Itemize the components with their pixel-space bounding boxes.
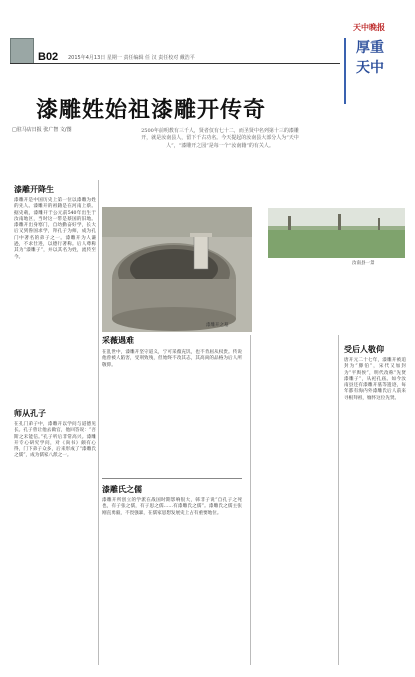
column-divider-1 bbox=[98, 180, 99, 665]
section-label-line-2: 天中 bbox=[356, 60, 384, 76]
article-intro: 2500年前明教有三千人，贤者仅有七十二，而圣贤中名列第十三的漆雕开，就是汝南县人，留下千古功名。今天提起的汝南县大部分人为“天中人”，“漆雕开之园”是每一个“汝南籍”的有关人。 bbox=[141, 128, 299, 149]
field-photo bbox=[268, 208, 405, 258]
newspaper-logo-icon bbox=[10, 38, 34, 64]
section-text-confucius: 在孔门弟子中，漆雕开以学问与道德见长。孔子曾让他去做官，他回答说：“吾斯之未能信。”孔子听后非常高兴。漆雕开专心研究学问，对《尚书》颇有心得，门下弟子众多，后来形成了“漆雕氏之儒”，成为儒家八派之一。 bbox=[14, 422, 96, 459]
photo-caption-field: 汝南县一景 bbox=[352, 261, 375, 266]
page-header bbox=[0, 0, 415, 100]
section-divider bbox=[102, 478, 242, 479]
photo-caption-well: 漆雕开之墓 bbox=[206, 323, 229, 328]
column-divider-3 bbox=[338, 335, 339, 665]
page-number: B02 bbox=[38, 51, 59, 63]
brand-name: 天中晚报 bbox=[353, 23, 385, 32]
section-label bbox=[344, 38, 406, 104]
section-text-honor: 唐开元二十七年，漆雕开被追封为“滕伯”，宋代又加封为“平舆侯”，明代改称“先贤漆雕子”，从祀孔庙。如今汝南县还有漆雕开墓等遗迹，每年都有海内外漆雕氏后人前来寻根拜祖，缅怀这位先贤。 bbox=[344, 358, 406, 401]
header-rule bbox=[10, 63, 340, 64]
article-headline: 漆雕姓始祖漆雕开传奇 bbox=[36, 98, 267, 123]
article-byline: □驻马店日报 张广智 文/图 bbox=[12, 127, 72, 133]
section-text-school: 漆雕开所创立的学派在战国时期影响很大，韩非子说“自孔子之死也，有子张之儒，有子思之儒……有漆雕氏之儒”。漆雕氏之儒主张刚直勇毅，不畏强暴，在儒家思想发展史上占有重要地位。 bbox=[102, 498, 242, 516]
section-text-hardship: 在乱世中，漆雕开坚守道义，宁可采薇充饥，也不肯屈从权贵。传说他曾被人陷害，受刑致残，但始终不改其志，其高尚的品格为后人所敬仰。 bbox=[102, 350, 242, 368]
section-text-birth: 漆雕开是中国历史上第一位以漆雕为姓的先人。漆雕开的祖籍是在河南上蔡。据史载，漆雕开于公元前540年出生于汝南地区，当时这一带是蔡国的旧地。漆雕开出身寒门，自幼勤奋好学，长大后又到鲁国求学，拜孔子为师，成为孔门中著名的弟子之一。漆雕开为人谦逊，不求仕进，以德行著称。后人尊称其为“漆雕子”，并以其名为姓，流传至今。 bbox=[14, 198, 96, 260]
column-divider-2 bbox=[250, 335, 251, 665]
stone-well-photo bbox=[102, 207, 252, 332]
section-title-school: 漆雕氏之儒 bbox=[102, 485, 142, 494]
section-label-line-1: 厚重 bbox=[356, 40, 384, 56]
section-title-birth: 漆雕开降生 bbox=[14, 185, 54, 194]
issue-meta: 2015年4月13日 星期一 责任编辑 任 汉 责任校对 戴浩平 bbox=[68, 55, 195, 61]
section-title-confucius: 师从孔子 bbox=[14, 409, 46, 418]
section-title-hardship: 采薇遇难 bbox=[102, 336, 134, 345]
section-title-honor: 受后人敬仰 bbox=[344, 345, 384, 354]
